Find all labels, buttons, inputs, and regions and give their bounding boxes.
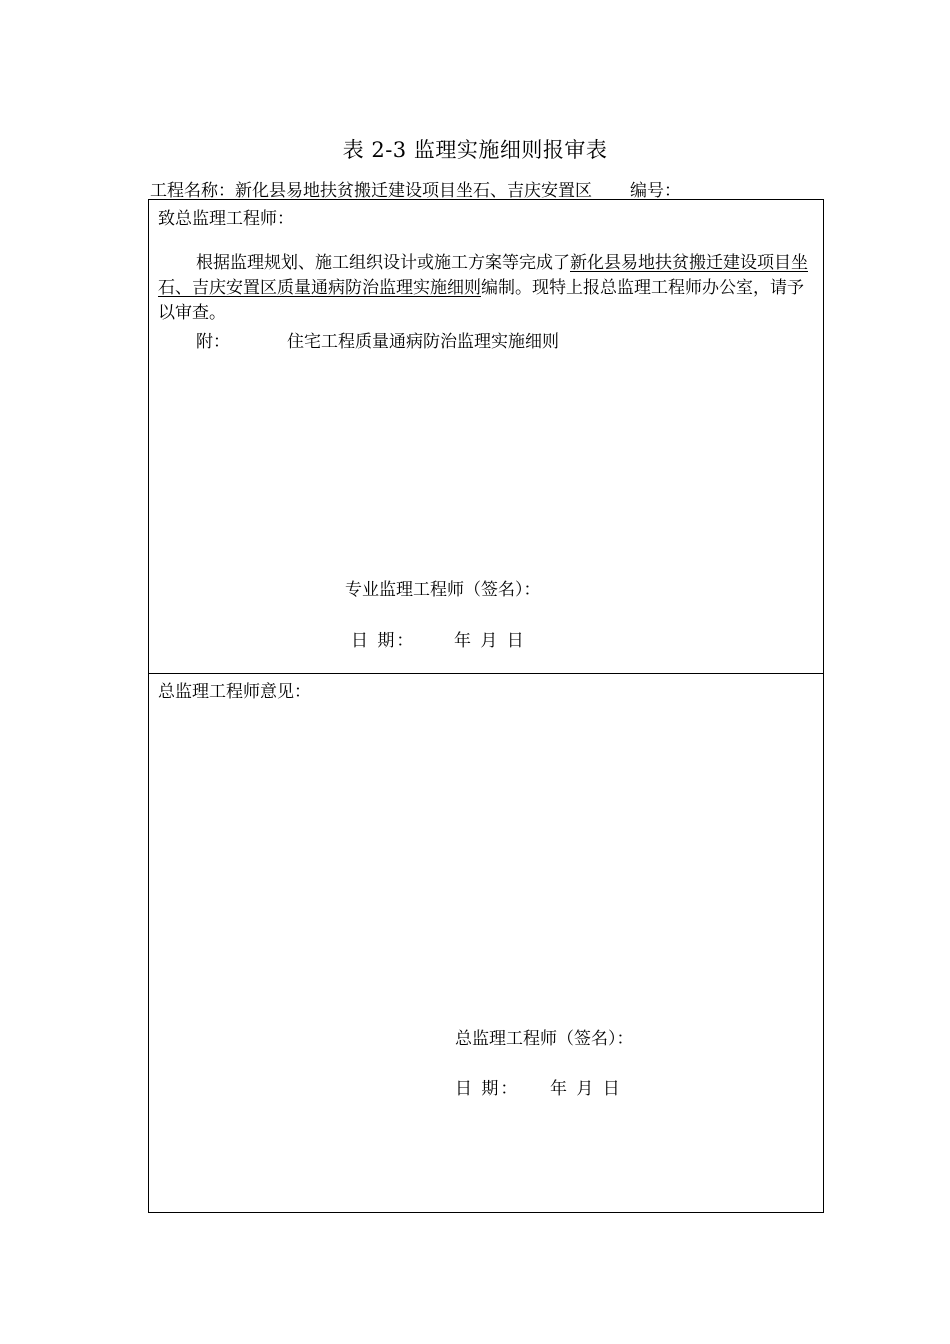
- project-document-name: 新化县易地扶贫搬迁建设项目坐石、吉庆安置区质量通病防治监理实施细则: [158, 253, 808, 298]
- chief-date-ymd: 年 月 日: [550, 1079, 622, 1099]
- form-header: [150, 176, 681, 201]
- specialist-date-label: 日 期：: [351, 631, 416, 651]
- specialist-date-ymd: 年 月 日: [454, 631, 526, 651]
- attachment-label: 附：: [196, 332, 230, 352]
- section-divider: [149, 673, 823, 674]
- chief-opinion-heading: 总监理工程师意见：: [158, 682, 311, 702]
- submission-paragraph: [158, 251, 810, 326]
- attachment-item: 住宅工程质量通病防治监理实施细则: [287, 332, 559, 352]
- form-number-label: 编号：: [630, 181, 681, 201]
- project-name-label: 工程名称：新化县易地扶贫搬迁建设项目坐石、吉庆安置区: [150, 181, 592, 201]
- chief-signature-label: 总监理工程师（签名）：: [455, 1029, 634, 1049]
- form-title: 表 2-3 监理实施细则报审表: [342, 138, 608, 162]
- paragraph-intro: 根据监理规划、施工组织设计或施工方案等完成了: [196, 253, 570, 273]
- form-table: [148, 199, 824, 1213]
- paragraph-request: 编制。现特上报总监理工程师办公室，请予以审查。: [158, 278, 804, 323]
- addressee: 致总监理工程师：: [158, 209, 294, 229]
- chief-date-label: 日 期：: [455, 1079, 520, 1099]
- specialist-signature-label: 专业监理工程师（签名）：: [345, 580, 541, 600]
